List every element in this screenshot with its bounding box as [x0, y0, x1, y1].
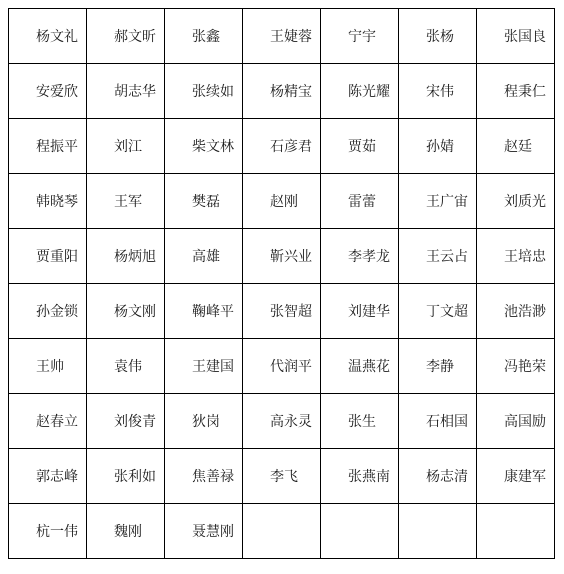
name-cell: 贾重阳 — [9, 229, 87, 284]
name-cell: 胡志华 — [87, 64, 165, 119]
name-cell: 靳兴业 — [243, 229, 321, 284]
table-row — [9, 119, 555, 174]
name-cell: 刘江 — [87, 119, 165, 174]
name-cell — [399, 504, 477, 559]
name-cell: 王帅 — [9, 339, 87, 394]
table-row — [9, 284, 555, 339]
name-cell: 柴文林 — [165, 119, 243, 174]
name-cell: 樊磊 — [165, 174, 243, 229]
table-row — [9, 229, 555, 284]
name-cell: 郝文昕 — [87, 9, 165, 64]
name-cell: 孙婧 — [399, 119, 477, 174]
name-cell: 王军 — [87, 174, 165, 229]
name-cell: 安爱欣 — [9, 64, 87, 119]
name-cell: 李静 — [399, 339, 477, 394]
name-cell: 石彦君 — [243, 119, 321, 174]
name-cell: 张续如 — [165, 64, 243, 119]
name-cell: 张生 — [321, 394, 399, 449]
name-cell: 王云占 — [399, 229, 477, 284]
name-cell: 程振平 — [9, 119, 87, 174]
name-cell: 王广宙 — [399, 174, 477, 229]
name-cell: 石相国 — [399, 394, 477, 449]
name-cell: 张杨 — [399, 9, 477, 64]
name-cell: 张燕南 — [321, 449, 399, 504]
table-row — [9, 394, 555, 449]
name-cell: 鞠峰平 — [165, 284, 243, 339]
name-cell: 李孝龙 — [321, 229, 399, 284]
name-cell: 宋伟 — [399, 64, 477, 119]
name-cell — [477, 504, 555, 559]
name-cell: 赵刚 — [243, 174, 321, 229]
name-cell: 王建国 — [165, 339, 243, 394]
name-cell: 丁文超 — [399, 284, 477, 339]
name-cell: 张利如 — [87, 449, 165, 504]
name-cell: 赵廷 — [477, 119, 555, 174]
name-cell: 高国励 — [477, 394, 555, 449]
name-cell: 杨文刚 — [87, 284, 165, 339]
name-table-body — [9, 9, 555, 559]
name-cell: 贾茹 — [321, 119, 399, 174]
name-cell: 李飞 — [243, 449, 321, 504]
name-cell: 温燕花 — [321, 339, 399, 394]
name-cell: 代润平 — [243, 339, 321, 394]
name-cell: 宁宇 — [321, 9, 399, 64]
name-cell: 焦善禄 — [165, 449, 243, 504]
name-cell — [243, 504, 321, 559]
name-cell: 袁伟 — [87, 339, 165, 394]
name-cell: 杨精宝 — [243, 64, 321, 119]
name-cell: 张智超 — [243, 284, 321, 339]
name-cell: 王婕蓉 — [243, 9, 321, 64]
name-cell: 刘质光 — [477, 174, 555, 229]
name-cell: 孙金锁 — [9, 284, 87, 339]
name-cell: 王培忠 — [477, 229, 555, 284]
name-cell: 程秉仁 — [477, 64, 555, 119]
name-cell: 冯艳荣 — [477, 339, 555, 394]
name-cell: 杭一伟 — [9, 504, 87, 559]
name-cell: 张国良 — [477, 9, 555, 64]
name-cell: 赵春立 — [9, 394, 87, 449]
name-cell: 刘俊青 — [87, 394, 165, 449]
name-cell: 杨炳旭 — [87, 229, 165, 284]
table-row — [9, 174, 555, 229]
name-cell: 陈光耀 — [321, 64, 399, 119]
name-cell: 高雄 — [165, 229, 243, 284]
name-cell — [321, 504, 399, 559]
name-cell: 张鑫 — [165, 9, 243, 64]
name-cell: 郭志峰 — [9, 449, 87, 504]
name-cell: 杨志清 — [399, 449, 477, 504]
name-cell: 高永灵 — [243, 394, 321, 449]
table-row — [9, 64, 555, 119]
table-row — [9, 504, 555, 559]
name-cell: 狄岗 — [165, 394, 243, 449]
name-cell: 刘建华 — [321, 284, 399, 339]
name-cell: 雷蕾 — [321, 174, 399, 229]
table-row — [9, 9, 555, 64]
name-cell: 魏刚 — [87, 504, 165, 559]
name-table — [8, 8, 555, 559]
name-cell: 康建军 — [477, 449, 555, 504]
table-row — [9, 449, 555, 504]
name-cell: 池浩渺 — [477, 284, 555, 339]
name-cell: 聂慧刚 — [165, 504, 243, 559]
name-cell: 韩晓琴 — [9, 174, 87, 229]
name-cell: 杨文礼 — [9, 9, 87, 64]
table-row — [9, 339, 555, 394]
